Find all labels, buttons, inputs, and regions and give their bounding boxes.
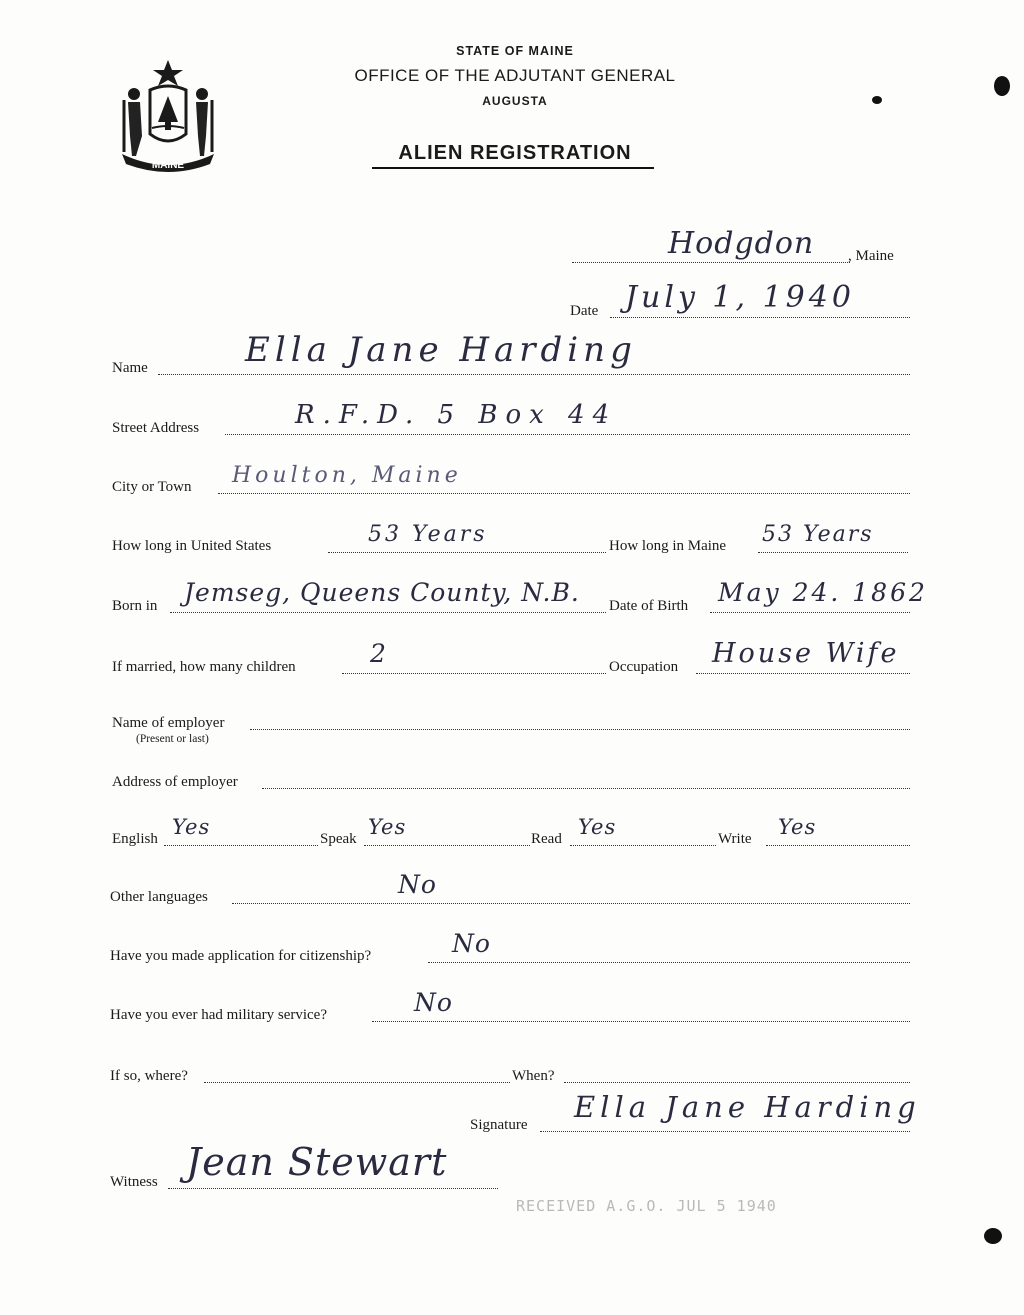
when-line bbox=[564, 1082, 910, 1083]
date-line bbox=[610, 317, 910, 318]
street-line bbox=[225, 434, 910, 435]
children-value: 2 bbox=[370, 639, 387, 668]
other-languages-value: No bbox=[398, 870, 437, 899]
signature-value: Ella Jane Harding bbox=[574, 1090, 921, 1124]
seal-banner-text: MAINE bbox=[151, 160, 185, 171]
town-value: Hodgdon bbox=[668, 226, 815, 261]
write-line bbox=[766, 845, 910, 846]
read-value: Yes bbox=[578, 815, 617, 839]
date-label: Date bbox=[570, 303, 599, 319]
employer-name-line bbox=[250, 729, 910, 730]
occupation-label: Occupation bbox=[609, 659, 679, 675]
military-line bbox=[372, 1021, 910, 1022]
how-long-us-line bbox=[328, 552, 606, 553]
children-label: If married, how many children bbox=[112, 659, 296, 675]
read-label: Read bbox=[531, 831, 562, 847]
signature-label: Signature bbox=[470, 1117, 528, 1133]
if-so-where-label: If so, where? bbox=[110, 1068, 188, 1084]
english-line bbox=[164, 845, 318, 846]
office-heading: OFFICE OF THE ADJUTANT GENERAL bbox=[354, 66, 676, 85]
name-label: Name bbox=[112, 360, 148, 376]
city-line bbox=[218, 493, 910, 494]
ink-blot bbox=[984, 1228, 1002, 1244]
other-languages-label: Other languages bbox=[110, 889, 208, 905]
military-value: No bbox=[414, 988, 453, 1017]
maine-label: , Maine bbox=[848, 248, 894, 264]
employer-address-label: Address of employer bbox=[112, 774, 238, 790]
dob-label: Date of Birth bbox=[609, 598, 689, 614]
how-long-maine-line bbox=[758, 552, 908, 553]
read-line bbox=[570, 845, 716, 846]
write-value: Yes bbox=[778, 815, 817, 839]
if-so-where-line bbox=[204, 1082, 510, 1083]
witness-line bbox=[168, 1188, 498, 1189]
speak-value: Yes bbox=[368, 815, 407, 839]
occupation-value: House Wife bbox=[712, 638, 900, 669]
employer-address-line bbox=[262, 788, 910, 789]
witness-label: Witness bbox=[110, 1174, 158, 1190]
name-value: Ella Jane Harding bbox=[245, 330, 637, 370]
dob-value: May 24. 1862 bbox=[718, 578, 928, 607]
signature-line bbox=[540, 1131, 910, 1132]
other-languages-line bbox=[232, 903, 910, 904]
ink-speck bbox=[872, 96, 882, 104]
military-label: Have you ever had military service? bbox=[110, 1007, 327, 1023]
citizenship-line bbox=[428, 962, 910, 963]
city-label: City or Town bbox=[112, 479, 192, 495]
town-line bbox=[572, 262, 850, 263]
witness-value: Jean Stewart bbox=[186, 1140, 448, 1184]
street-label: Street Address bbox=[112, 420, 200, 436]
street-value: R.F.D. 5 Box 44 bbox=[295, 400, 618, 430]
title-underline bbox=[372, 167, 654, 169]
ink-blot bbox=[994, 76, 1010, 96]
form-title: ALIEN REGISTRATION bbox=[398, 142, 632, 164]
dob-line bbox=[710, 612, 910, 613]
how-long-maine-value: 53 Years bbox=[762, 522, 874, 547]
employer-note: (Present or last) bbox=[136, 733, 209, 745]
city-value: Houlton, Maine bbox=[232, 463, 462, 488]
how-long-us-label: How long in United States bbox=[112, 538, 272, 554]
children-line bbox=[342, 673, 606, 674]
city-heading: AUGUSTA bbox=[482, 94, 548, 108]
speak-line bbox=[364, 845, 530, 846]
occupation-line bbox=[696, 673, 910, 674]
received-stamp: RECEIVED A.G.O. JUL 5 1940 bbox=[516, 1197, 777, 1215]
citizenship-value: No bbox=[452, 929, 491, 958]
date-value: July 1, 1940 bbox=[625, 280, 855, 315]
speak-label: Speak bbox=[320, 831, 357, 847]
state-seal-icon bbox=[112, 56, 224, 178]
employer-name-label: Name of employer bbox=[112, 715, 225, 731]
born-in-label: Born in bbox=[112, 598, 158, 614]
english-label: English bbox=[112, 831, 158, 847]
english-value: Yes bbox=[172, 815, 211, 839]
born-in-line bbox=[170, 612, 606, 613]
how-long-maine-label: How long in Maine bbox=[609, 538, 727, 554]
how-long-us-value: 53 Years bbox=[368, 522, 488, 547]
state-heading: STATE OF MAINE bbox=[456, 44, 574, 58]
when-label: When? bbox=[512, 1068, 555, 1084]
name-line bbox=[158, 374, 910, 375]
citizenship-label: Have you made application for citizenship? bbox=[110, 948, 372, 964]
born-in-value: Jemseg, Queens County, N.B. bbox=[184, 578, 580, 607]
write-label: Write bbox=[718, 831, 752, 847]
